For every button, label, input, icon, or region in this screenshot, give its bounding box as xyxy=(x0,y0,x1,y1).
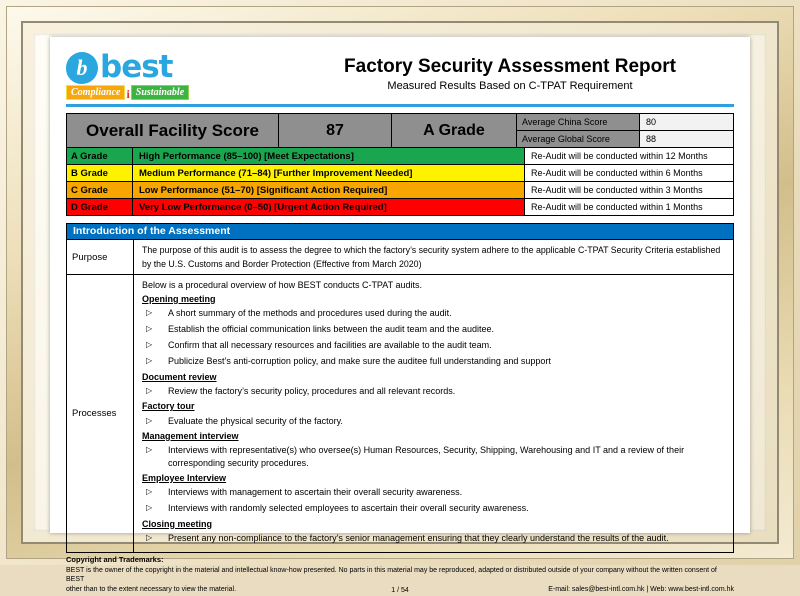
arrow-bullet-icon: ▷ xyxy=(146,386,153,395)
brand-name: best xyxy=(100,49,173,86)
introduction-table xyxy=(66,240,734,553)
best-logo xyxy=(66,44,226,100)
arrow-bullet-icon: ▷ xyxy=(146,340,153,350)
tagline-separator-icon: i xyxy=(126,87,130,101)
process-bullet xyxy=(146,355,723,368)
overall-grade-value: A Grade xyxy=(392,114,517,147)
process-bullet-text: Interviews with management to ascertain their overall security awareness. xyxy=(168,487,463,498)
grade-label: C Grade xyxy=(67,182,133,198)
process-section-heading: Closing meeting xyxy=(142,518,213,529)
process-bullet-text: Evaluate the physical security of the factory. xyxy=(168,415,343,426)
process-bullet-text: Publicize Best’s anti-corruption policy, and make sure the auditee full understanding and support xyxy=(168,356,551,367)
overall-score-row xyxy=(67,114,733,148)
grade-reaudit-note: Re-Audit will be conducted within 12 Months xyxy=(525,148,733,164)
process-bullet xyxy=(146,385,723,398)
average-score-row xyxy=(517,114,733,131)
sustainable-tag: Sustainable xyxy=(131,85,189,100)
best-logo-icon: b xyxy=(66,52,98,84)
overall-score-label: Overall Facility Score xyxy=(67,114,279,147)
grade-label: B Grade xyxy=(67,165,133,181)
process-bullet xyxy=(146,323,723,336)
process-section-heading: Management interview xyxy=(142,430,239,441)
compliance-tag: Compliance xyxy=(66,85,125,100)
footer-bottom-row xyxy=(66,585,734,596)
grade-description: Low Performance (51–70) [Significant Action Required] xyxy=(133,182,525,198)
process-bullet xyxy=(146,444,723,469)
purpose-text: The purpose of this audit is to assess the degree to which the factory’s security system adhere to the applicable C-TPAT Security Criteria established by the U.S. Customs and Border Protection (Effective from March 2020) xyxy=(142,245,721,270)
copyright-text-continued: other than to the extent necessary to view the material. xyxy=(66,586,237,594)
process-section-heading: Factory tour xyxy=(142,401,195,412)
page-footer xyxy=(66,555,734,596)
average-score-value: 88 xyxy=(640,131,733,147)
header-divider-rule xyxy=(66,104,734,107)
arrow-bullet-icon: ▷ xyxy=(146,445,153,455)
title-block xyxy=(226,44,734,100)
purpose-label: Purpose xyxy=(67,240,134,274)
arrow-bullet-icon: ▷ xyxy=(146,487,153,497)
document-content xyxy=(66,44,734,595)
process-bullet xyxy=(146,339,723,352)
arrow-bullet-icon: ▷ xyxy=(146,415,153,425)
process-section-heading: Employee Interview xyxy=(142,472,227,483)
arrow-bullet-icon: ▷ xyxy=(146,324,153,334)
grade-description: Medium Performance (71–84) [Further Improvement Needed] xyxy=(133,165,525,181)
grade-row xyxy=(67,199,733,215)
grade-row xyxy=(67,182,733,199)
average-score-row xyxy=(517,131,733,147)
overall-score-value: 87 xyxy=(279,114,392,147)
purpose-row xyxy=(67,240,733,275)
contact-info: E-mail: sales@best-intl.com.hk | Web: www.best-intl.com.hk xyxy=(548,586,734,594)
grade-description: Very Low Performance (0–50) [Urgent Action Required] xyxy=(133,199,525,215)
process-bullet-text: Interviews with randomly selected employees to ascertain their overall security awareness. xyxy=(168,503,529,514)
introduction-section-bar: Introduction of the Assessment xyxy=(66,223,734,240)
arrow-bullet-icon: ▷ xyxy=(146,308,153,318)
score-table xyxy=(66,113,734,216)
processes-row xyxy=(67,275,733,552)
process-bullet-text: Confirm that all necessary resources and facilities are available to the audit team. xyxy=(168,340,492,351)
grade-label: A Grade xyxy=(67,148,133,164)
arrow-bullet-icon: ▷ xyxy=(146,356,153,366)
average-score-value: 80 xyxy=(640,114,733,130)
processes-label: Processes xyxy=(67,275,134,552)
process-bullet xyxy=(146,532,723,545)
report-header xyxy=(66,44,734,100)
copyright-heading: Copyright and Trademarks: xyxy=(66,555,164,565)
process-section-heading: Opening meeting xyxy=(142,293,216,304)
average-score-label: Average Global Score xyxy=(517,131,640,147)
logo-wordmark xyxy=(66,49,226,86)
arrow-bullet-icon: ▷ xyxy=(146,503,153,513)
grade-reaudit-note: Re-Audit will be conducted within 6 Months xyxy=(525,165,733,181)
process-bullet xyxy=(146,307,723,320)
process-bullet xyxy=(146,415,723,428)
process-bullet-text: Establish the official communication links between the audit team and the auditee. xyxy=(168,324,495,335)
process-bullet-text: Present any non-compliance to the factory’s senior management ensuring that they clearly understand the results of the audit. xyxy=(168,533,669,544)
grade-description: High Performance (85–100) [Meet Expectations] xyxy=(133,148,525,164)
process-bullet xyxy=(146,502,723,515)
report-subtitle: Measured Results Based on C-TPAT Requirement xyxy=(387,80,633,92)
report-page xyxy=(50,37,750,595)
process-bullet-text: Interviews with representative(s) who oversee(s) Human Resources, Security, Shipping, Warehousing and IT and a review of their corresponding security procedures. xyxy=(168,445,685,468)
grade-reaudit-note: Re-Audit will be conducted within 1 Months xyxy=(525,199,733,215)
processes-intro: Below is a procedural overview of how BEST conducts C-TPAT audits. xyxy=(142,280,422,291)
copyright-text: BEST is the owner of the copyright in the material and intellectual know-how presented. No parts in this material may be reproduced, adapted or distributed outside of your company without the written consent of BEST xyxy=(66,566,717,584)
process-bullet-text: A short summary of the methods and procedures used during the audit. xyxy=(168,308,452,319)
average-scores xyxy=(517,114,733,147)
logo-taglines xyxy=(66,85,226,100)
process-section-heading: Document review xyxy=(142,371,217,382)
report-title: Factory Security Assessment Report xyxy=(344,56,676,77)
grade-label: D Grade xyxy=(67,199,133,215)
page-number: 1 / 54 xyxy=(391,587,409,595)
grade-row xyxy=(67,148,733,165)
processes-sections xyxy=(142,294,723,545)
grade-row xyxy=(67,165,733,182)
process-bullet xyxy=(146,486,723,499)
grade-reaudit-note: Re-Audit will be conducted within 3 Months xyxy=(525,182,733,198)
processes-content xyxy=(134,275,733,552)
arrow-bullet-icon: ▷ xyxy=(146,533,153,543)
average-score-label: Average China Score xyxy=(517,114,640,130)
process-bullet-text: Review the factory’s security policy, procedures and all relevant records. xyxy=(168,386,456,396)
